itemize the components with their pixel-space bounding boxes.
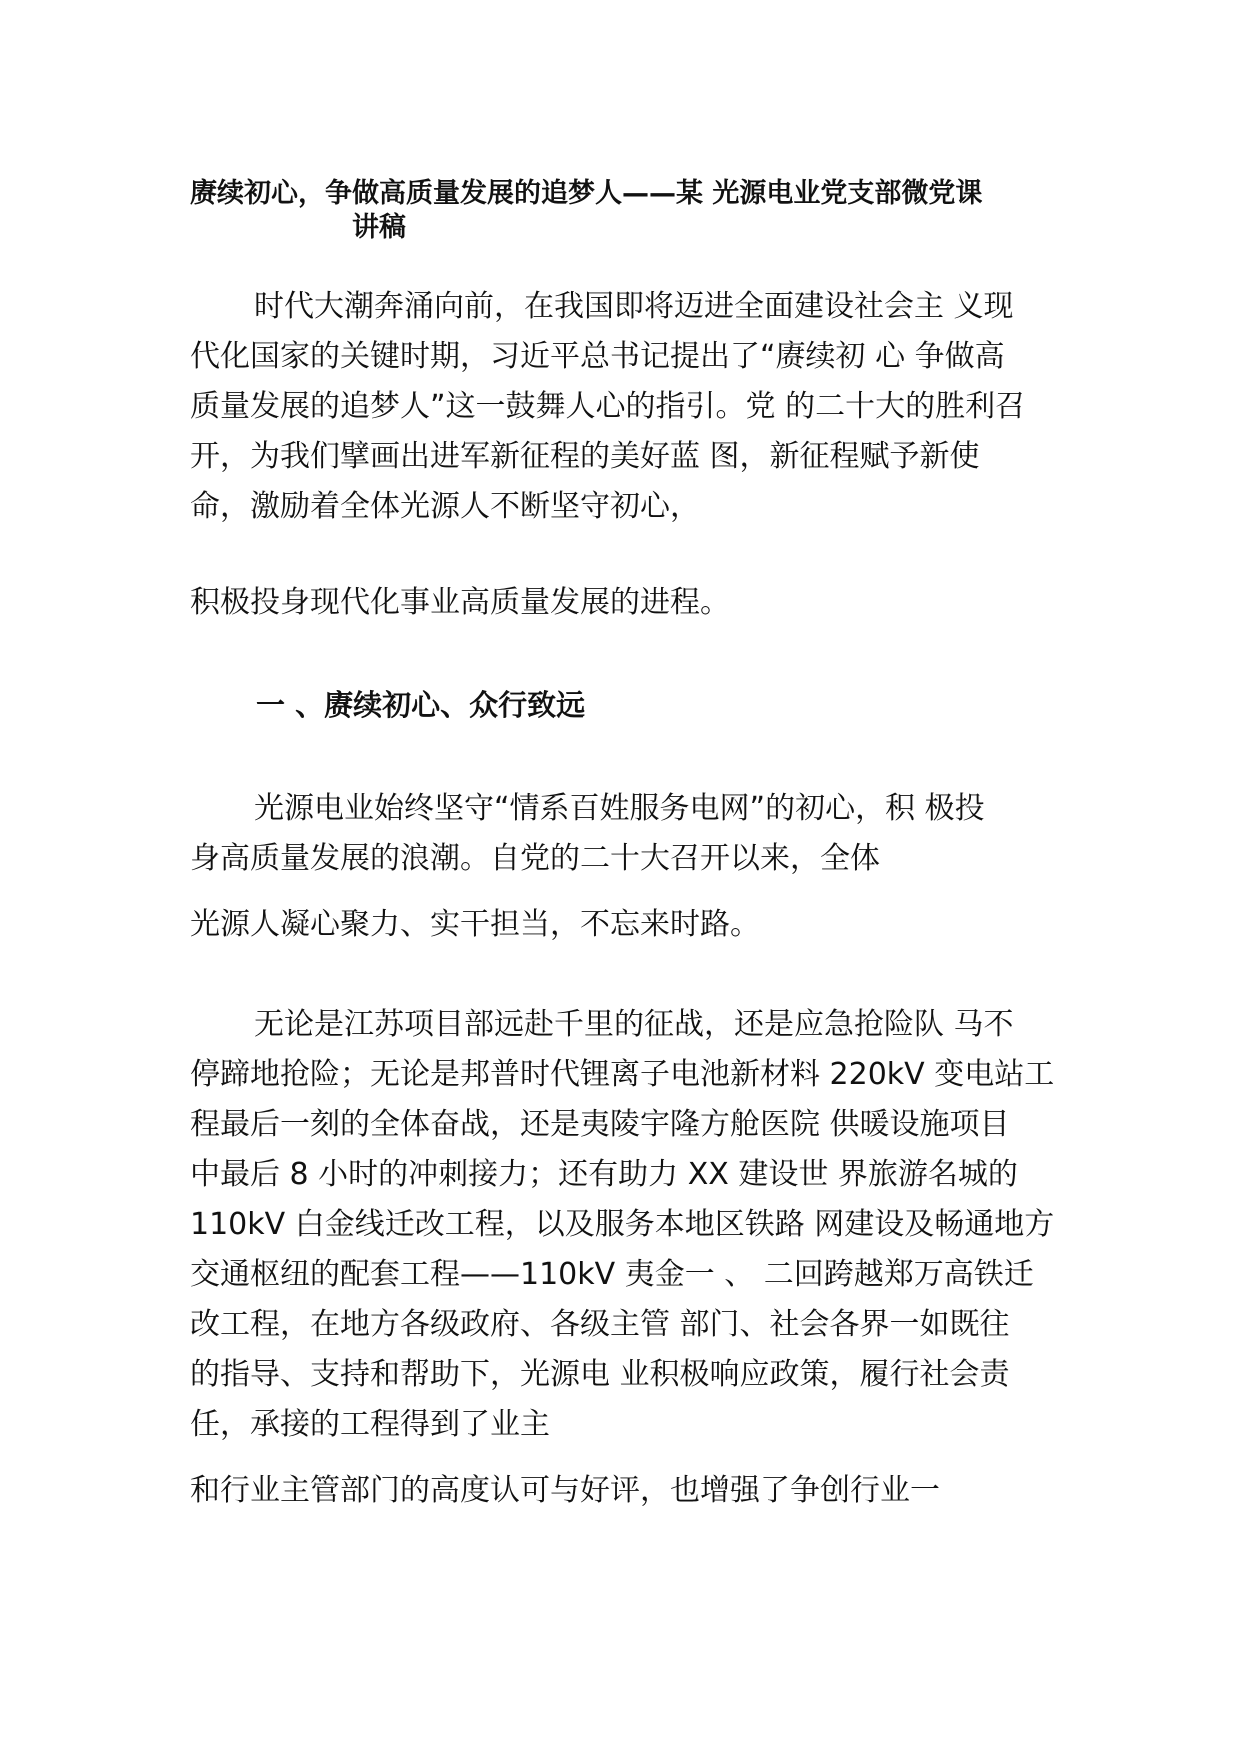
document-title-continuation: 讲稿 — [352, 212, 406, 243]
paragraph-2-line: 光源电业始终坚守“情系百姓服务电网”的初心，积 极投 — [254, 791, 985, 826]
paragraph-3-line: 交通枢纽的配套工程——110kV 夷金一 、 二回跨越郑万高铁迁 — [190, 1257, 1034, 1292]
document-title: 赓续初心，争做高质量发展的追梦人——某 光源电业党支部微党课 — [190, 178, 983, 209]
paragraph-3-line: 改工程，在地方各级政府、各级主管 部门、社会各界一如既往 — [190, 1307, 1010, 1342]
paragraph-3-line: 程最后一刻的全体奋战，还是夷陵宇隆方舱医院 供暖设施项目 — [190, 1107, 1010, 1142]
paragraph-2-line: 身高质量发展的浪潮。自党的二十大召开以来，全体 — [190, 841, 880, 876]
paragraph-2-tail: 光源人凝心聚力、实干担当，不忘来时路。 — [190, 907, 760, 942]
paragraph-3-line: 无论是江苏项目部远赴千里的征战，还是应急抢险队 马不 — [254, 1007, 1014, 1042]
paragraph-3-tail: 和行业主管部门的高度认可与好评，也增强了争创行业一 — [190, 1473, 940, 1508]
section-heading-1: 一 、赓续初心、众行致远 — [256, 688, 586, 722]
paragraph-1-line: 代化国家的关键时期，习近平总书记提出了“赓续初 心 争做高 — [190, 339, 1005, 374]
paragraph-3-line: 中最后 8 小时的冲刺接力；还有助力 XX 建设世 界旅游名城的 — [190, 1157, 1018, 1192]
paragraph-3-line: 停蹄地抢险；无论是邦普时代锂离子电池新材料 220kV 变电站工 — [190, 1057, 1055, 1092]
paragraph-1-line: 命，激励着全体光源人不断坚守初心， — [190, 489, 700, 524]
paragraph-3 — [190, 1000, 1070, 1450]
paragraph-1-line: 开，为我们擘画出进军新征程的美好蓝 图，新征程赋予新使 — [190, 439, 980, 474]
paragraph-3-line: 110kV 白金线迁改工程，以及服务本地区铁路 网建设及畅通地方 — [190, 1207, 1055, 1242]
paragraph-3-line: 的指导、支持和帮助下，光源电 业积极响应政策，履行社会责 — [190, 1357, 1010, 1392]
paragraph-1-tail: 积极投身现代化事业高质量发展的进程。 — [190, 585, 730, 620]
paragraph-2 — [190, 784, 1070, 884]
paragraph-1 — [190, 282, 1070, 532]
paragraph-1-line: 质量发展的追梦人”这一鼓舞人心的指引。党 的二十大的胜利召 — [190, 389, 1026, 424]
paragraph-3-line: 任，承接的工程得到了业主 — [190, 1407, 550, 1442]
paragraph-1-line: 时代大潮奔涌向前，在我国即将迈进全面建设社会主 义现 — [254, 289, 1014, 324]
